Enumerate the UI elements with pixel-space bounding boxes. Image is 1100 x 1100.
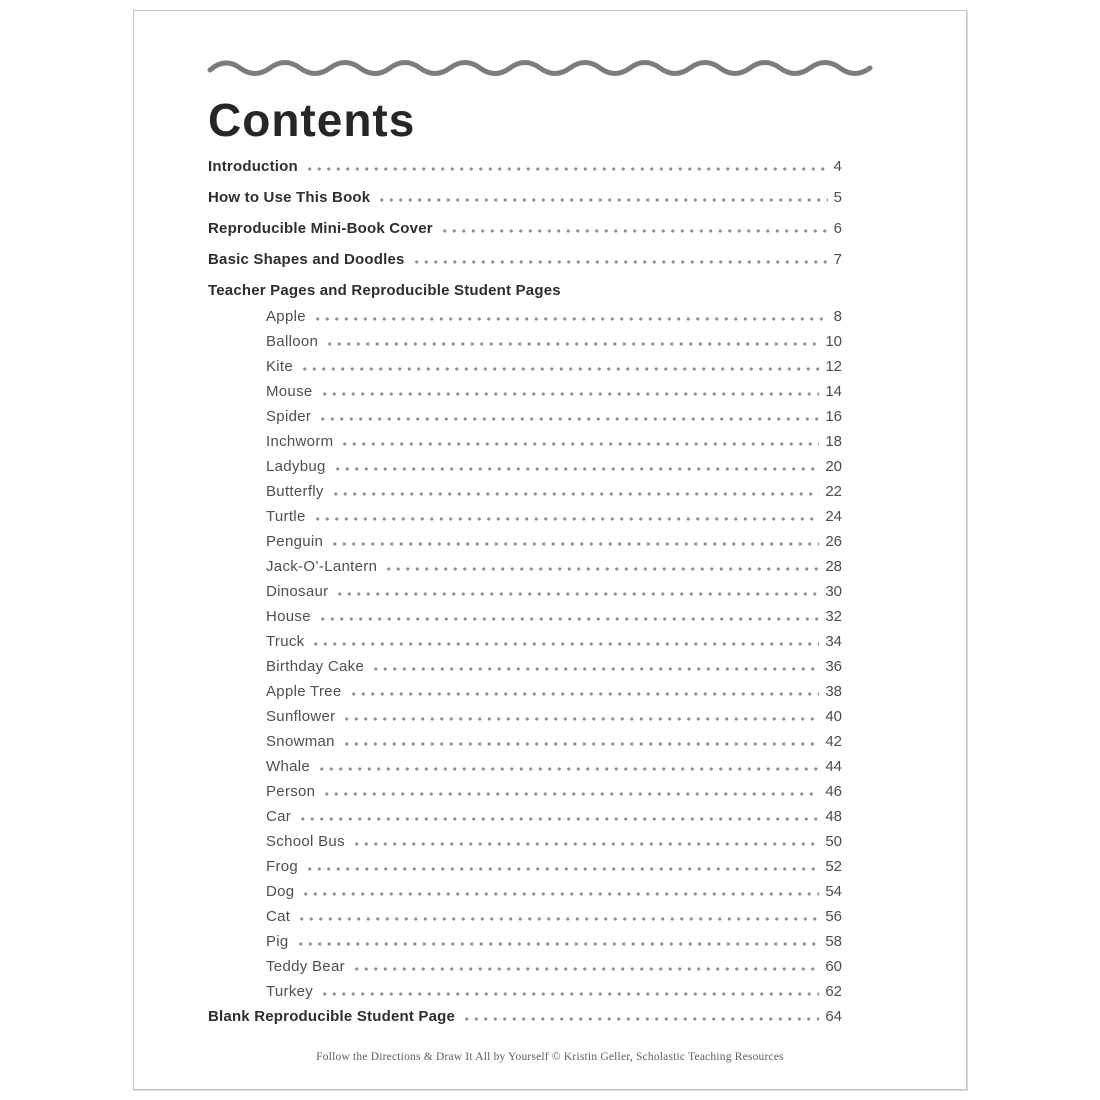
toc-entry-page-number: 10 bbox=[825, 333, 842, 350]
toc-entry-label: Dinosaur bbox=[266, 583, 329, 600]
toc-entry-label: Cat bbox=[266, 908, 291, 925]
toc-entry-page-number: 14 bbox=[825, 383, 842, 400]
toc-row bbox=[208, 221, 842, 237]
dotted-leader bbox=[313, 510, 820, 521]
toc-entry-page-number: 54 bbox=[825, 883, 842, 900]
toc-row bbox=[208, 584, 842, 600]
toc-entry-page-number: 56 bbox=[825, 908, 842, 925]
toc-entry-page-number: 16 bbox=[825, 408, 842, 425]
toc-entry-label: Turkey bbox=[266, 983, 314, 1000]
toc-entry-label: Introduction bbox=[208, 158, 298, 175]
toc-entry-page-number: 38 bbox=[825, 683, 842, 700]
toc-row bbox=[208, 1009, 842, 1025]
toc-entry-label: Sunflower bbox=[266, 708, 336, 725]
dotted-leader bbox=[301, 885, 819, 896]
dotted-leader bbox=[462, 1010, 819, 1021]
toc-entry-label: Basic Shapes and Doodles bbox=[208, 251, 405, 268]
toc-entry-page-number: 40 bbox=[825, 708, 842, 725]
toc-row bbox=[208, 884, 842, 900]
toc-entry-label: Teacher Pages and Reproducible Student Pages bbox=[208, 282, 561, 299]
dotted-leader bbox=[352, 835, 819, 846]
toc-row bbox=[208, 334, 842, 350]
toc-row bbox=[208, 634, 842, 650]
toc-entry-label: Balloon bbox=[266, 333, 319, 350]
toc-entry-page-number: 28 bbox=[825, 558, 842, 575]
toc-row bbox=[208, 484, 842, 500]
dotted-leader bbox=[320, 985, 819, 996]
toc-entry-label: Apple bbox=[266, 308, 306, 325]
toc-entry-page-number: 44 bbox=[825, 758, 842, 775]
toc-entry-page-number: 60 bbox=[825, 958, 842, 975]
toc-entry-page-number: 5 bbox=[833, 189, 842, 206]
wavy-line-decoration bbox=[206, 53, 901, 83]
toc-entry-page-number: 50 bbox=[825, 833, 842, 850]
toc-entry-label: Turtle bbox=[266, 508, 306, 525]
toc-entry-label: How to Use This Book bbox=[208, 189, 371, 206]
toc-entry-page-number: 12 bbox=[825, 358, 842, 375]
toc-row bbox=[208, 459, 842, 475]
toc-entry-label: Spider bbox=[266, 408, 312, 425]
toc-entry-label: Inchworm bbox=[266, 433, 334, 450]
toc-entry-page-number: 62 bbox=[825, 983, 842, 1000]
table-of-contents bbox=[208, 159, 842, 1025]
toc-entry-label: Dog bbox=[266, 883, 295, 900]
wavy-line-icon bbox=[206, 53, 901, 83]
dotted-leader bbox=[352, 960, 819, 971]
toc-entry-label: Person bbox=[266, 783, 316, 800]
toc-entry-page-number: 8 bbox=[833, 308, 842, 325]
toc-row bbox=[208, 434, 842, 450]
dotted-leader bbox=[412, 253, 828, 264]
dotted-leader bbox=[335, 585, 819, 596]
dotted-leader bbox=[440, 222, 828, 233]
copyright-footer: Follow the Directions & Draw It All by Yourself © Kristin Geller, Scholastic Teaching Resources bbox=[316, 1051, 784, 1063]
toc-entry-page-number: 4 bbox=[833, 158, 842, 175]
toc-entry-page-number: 6 bbox=[833, 220, 842, 237]
toc-entry-page-number: 7 bbox=[833, 251, 842, 268]
toc-entry-page-number: 52 bbox=[825, 858, 842, 875]
toc-entry-page-number: 26 bbox=[825, 533, 842, 550]
dotted-leader bbox=[331, 485, 820, 496]
toc-entry-label: Whale bbox=[266, 758, 311, 775]
dotted-leader bbox=[371, 660, 819, 671]
toc-entry-page-number: 64 bbox=[825, 1008, 842, 1025]
toc-row bbox=[208, 359, 842, 375]
toc-entry-label: Ladybug bbox=[266, 458, 326, 475]
dotted-leader bbox=[377, 191, 827, 202]
dotted-leader bbox=[297, 910, 819, 921]
book-page bbox=[133, 10, 967, 1090]
toc-entry-label: Frog bbox=[266, 858, 299, 875]
toc-entry-label: Kite bbox=[266, 358, 294, 375]
toc-row bbox=[208, 384, 842, 400]
toc-row bbox=[208, 283, 842, 299]
toc-row bbox=[208, 190, 842, 206]
toc-entry-page-number: 32 bbox=[825, 608, 842, 625]
toc-entry-page-number: 34 bbox=[825, 633, 842, 650]
toc-entry-label: Pig bbox=[266, 933, 289, 950]
toc-row bbox=[208, 784, 842, 800]
toc-entry-label: Car bbox=[266, 808, 292, 825]
toc-entry-page-number: 18 bbox=[825, 433, 842, 450]
toc-entry-label: Jack-O’-Lantern bbox=[266, 558, 378, 575]
toc-entry-label: Penguin bbox=[266, 533, 324, 550]
toc-row bbox=[208, 709, 842, 725]
toc-row bbox=[208, 559, 842, 575]
toc-row bbox=[208, 534, 842, 550]
toc-entry-page-number: 24 bbox=[825, 508, 842, 525]
dotted-leader bbox=[305, 160, 828, 171]
toc-row bbox=[208, 834, 842, 850]
toc-row bbox=[208, 509, 842, 525]
dotted-leader bbox=[305, 860, 819, 871]
toc-row bbox=[208, 684, 842, 700]
dotted-leader bbox=[342, 710, 819, 721]
dotted-leader bbox=[311, 635, 819, 646]
toc-row bbox=[208, 309, 842, 325]
dotted-leader bbox=[330, 535, 819, 546]
toc-row bbox=[208, 734, 842, 750]
page-title: Contents bbox=[208, 94, 416, 146]
dotted-leader bbox=[298, 810, 819, 821]
toc-entry-label: Butterfly bbox=[266, 483, 324, 500]
toc-row bbox=[208, 159, 842, 175]
toc-row bbox=[208, 984, 842, 1000]
dotted-leader bbox=[333, 460, 820, 471]
toc-entry-page-number: 46 bbox=[825, 783, 842, 800]
dotted-leader bbox=[349, 685, 820, 696]
toc-row bbox=[208, 409, 842, 425]
dotted-leader bbox=[320, 385, 820, 396]
toc-row bbox=[208, 809, 842, 825]
toc-entry-label: Mouse bbox=[266, 383, 313, 400]
toc-entry-label: House bbox=[266, 608, 311, 625]
toc-entry-page-number: 22 bbox=[825, 483, 842, 500]
dotted-leader bbox=[300, 360, 819, 371]
toc-entry-page-number: 20 bbox=[825, 458, 842, 475]
toc-entry-label: Teddy Bear bbox=[266, 958, 345, 975]
toc-entry-label: Snowman bbox=[266, 733, 335, 750]
toc-entry-page-number: 58 bbox=[825, 933, 842, 950]
dotted-leader bbox=[318, 610, 819, 621]
toc-entry-label: School Bus bbox=[266, 833, 345, 850]
toc-row bbox=[208, 934, 842, 950]
dotted-leader bbox=[325, 335, 819, 346]
toc-entry-label: Reproducible Mini-Book Cover bbox=[208, 220, 433, 237]
toc-row bbox=[208, 759, 842, 775]
toc-row bbox=[208, 609, 842, 625]
dotted-leader bbox=[317, 760, 819, 771]
dotted-leader bbox=[313, 310, 828, 321]
toc-entry-page-number: 30 bbox=[825, 583, 842, 600]
toc-entry-label: Truck bbox=[266, 633, 305, 650]
toc-entry-page-number: 36 bbox=[825, 658, 842, 675]
toc-entry-page-number: 48 bbox=[825, 808, 842, 825]
toc-entry-label: Birthday Cake bbox=[266, 658, 365, 675]
toc-row bbox=[208, 859, 842, 875]
toc-row bbox=[208, 659, 842, 675]
toc-row bbox=[208, 252, 842, 268]
dotted-leader bbox=[384, 560, 819, 571]
toc-row bbox=[208, 959, 842, 975]
dotted-leader bbox=[342, 735, 820, 746]
dotted-leader bbox=[318, 410, 819, 421]
toc-entry-label: Apple Tree bbox=[266, 683, 342, 700]
dotted-leader bbox=[296, 935, 820, 946]
dotted-leader bbox=[340, 435, 819, 446]
toc-entry-page-number: 42 bbox=[825, 733, 842, 750]
toc-row bbox=[208, 909, 842, 925]
toc-entry-label: Blank Reproducible Student Page bbox=[208, 1008, 456, 1025]
dotted-leader bbox=[322, 785, 819, 796]
